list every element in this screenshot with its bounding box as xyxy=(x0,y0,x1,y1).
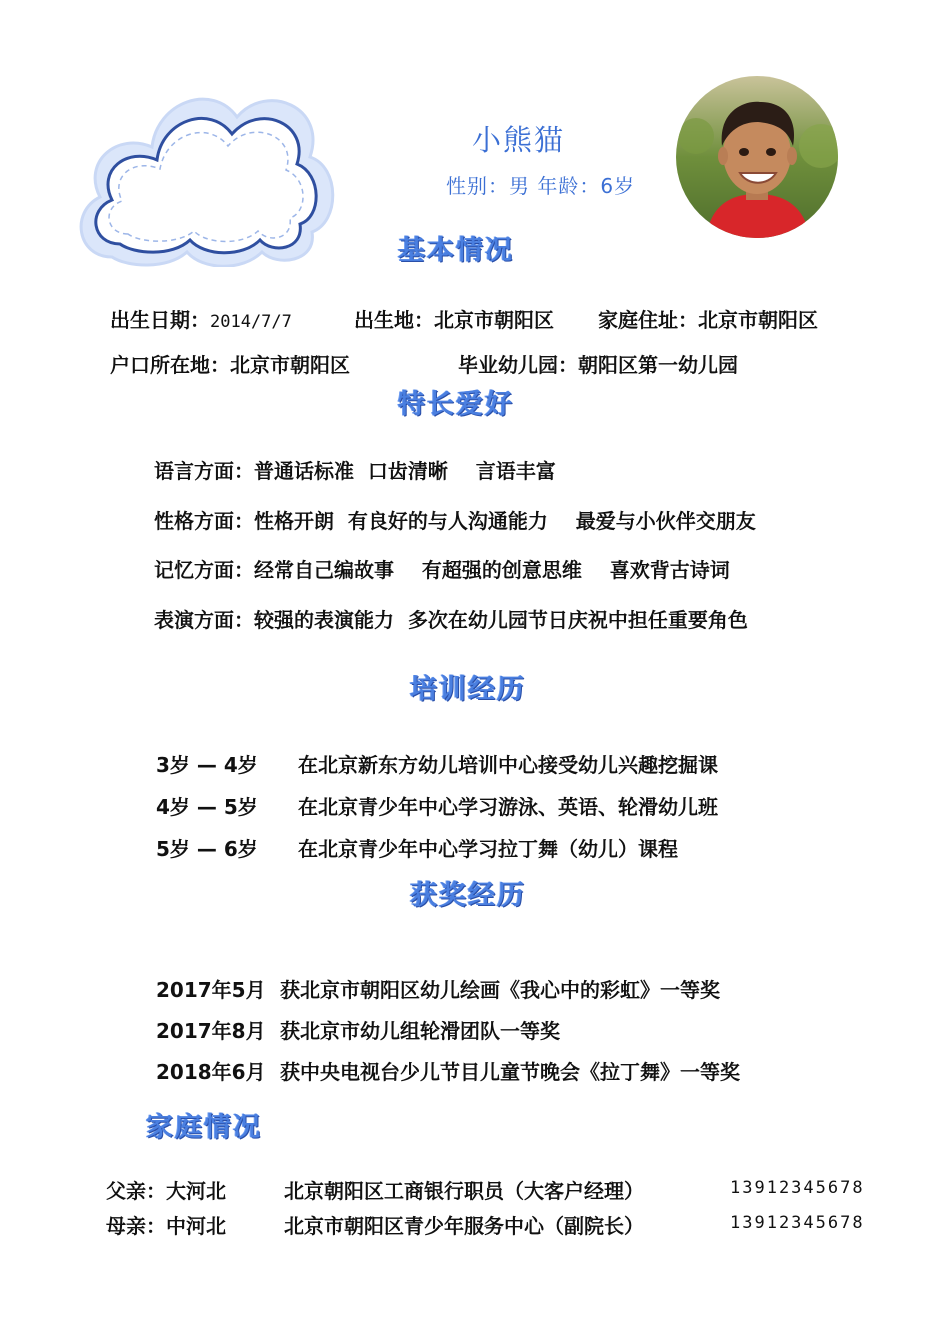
family-member xyxy=(284,1175,644,1204)
hobby-label: 语言方面： xyxy=(154,459,254,483)
basic-row-2b xyxy=(458,349,738,378)
child-name: 小熊猫 xyxy=(472,123,566,157)
child-portrait-icon xyxy=(676,76,838,238)
family-relation: 父亲： xyxy=(106,1179,166,1203)
training-item xyxy=(156,749,258,778)
basic-row-1 xyxy=(110,304,292,333)
family-phone: 13912345678 xyxy=(730,1213,865,1233)
hukou-label: 户口所在地： xyxy=(110,353,230,377)
section-heading-training: 培训经历 xyxy=(410,674,526,705)
award-date: 2017年5月 xyxy=(156,978,266,1002)
hobby-item xyxy=(154,455,556,484)
award-item xyxy=(280,974,720,1003)
age-label: 年龄： xyxy=(537,174,601,198)
hobby-text: 性格开朗 有良好的与人沟通能力 最爱与小伙伴交朋友 xyxy=(254,509,756,533)
basic-row-1c xyxy=(598,304,818,333)
hobby-item xyxy=(154,554,730,583)
hobby-text: 较强的表演能力 多次在幼儿园节日庆祝中担任重要角色 xyxy=(254,608,748,632)
hobby-text: 经常自己编故事 有超强的创意思维 喜欢背古诗词 xyxy=(254,558,730,582)
birthplace-label: 出生地： xyxy=(354,308,434,332)
birth-date-value: 2014/7/7 xyxy=(210,312,292,332)
award-date: 2017年8月 xyxy=(156,1019,266,1043)
section-heading-awards: 获奖经历 xyxy=(410,880,526,911)
section-heading-family: 家庭情况 xyxy=(146,1112,262,1143)
hukou-value: 北京市朝阳区 xyxy=(230,353,350,377)
award-item xyxy=(156,1056,266,1085)
training-item xyxy=(156,791,258,820)
award-text: 获北京市朝阳区幼儿绘画《我心中的彩虹》一等奖 xyxy=(280,978,720,1002)
profile-photo xyxy=(676,76,838,238)
address-label: 家庭住址： xyxy=(598,308,698,332)
family-name: 中河北 xyxy=(166,1214,226,1238)
award-item xyxy=(280,1015,560,1044)
training-item xyxy=(156,833,258,862)
training-period: 4岁 — 5岁 xyxy=(156,795,258,819)
cloud-decoration xyxy=(72,62,342,267)
family-member xyxy=(106,1210,226,1239)
family-relation: 母亲： xyxy=(106,1214,166,1238)
family-phone: 13912345678 xyxy=(730,1178,865,1198)
gender-age-line xyxy=(446,170,635,199)
family-member xyxy=(284,1210,644,1239)
award-text: 获北京市幼儿组轮滑团队一等奖 xyxy=(280,1019,560,1043)
award-date: 2018年6月 xyxy=(156,1060,266,1084)
section-heading-hobbies: 特长爱好 xyxy=(398,389,514,420)
kindergarten-label: 毕业幼儿园： xyxy=(458,353,578,377)
award-item xyxy=(156,974,266,1003)
training-period: 3岁 — 4岁 xyxy=(156,753,258,777)
family-member xyxy=(106,1175,226,1204)
hobby-label: 记忆方面： xyxy=(154,558,254,582)
basic-row-1b xyxy=(354,304,554,333)
training-period: 5岁 — 6岁 xyxy=(156,837,258,861)
award-text: 获中央电视台少儿节目儿童节晚会《拉丁舞》一等奖 xyxy=(280,1060,740,1084)
gender-value: 男 xyxy=(509,174,530,198)
birth-date-label: 出生日期： xyxy=(110,308,210,332)
family-job: 北京朝阳区工商银行职员（大客户经理） xyxy=(284,1179,644,1203)
award-item xyxy=(156,1015,266,1044)
hobby-item xyxy=(154,505,756,534)
address-value: 北京市朝阳区 xyxy=(698,308,818,332)
birthplace-value: 北京市朝阳区 xyxy=(434,308,554,332)
award-item xyxy=(280,1056,740,1085)
hobby-text: 普通话标准 口齿清晰 言语丰富 xyxy=(254,459,556,483)
training-text: 在北京青少年中心学习游泳、英语、轮滑幼儿班 xyxy=(298,795,718,819)
training-item xyxy=(298,749,718,778)
training-text: 在北京青少年中心学习拉丁舞（幼儿）课程 xyxy=(298,837,678,861)
training-item xyxy=(298,833,678,862)
kindergarten-value: 朝阳区第一幼儿园 xyxy=(578,353,738,377)
hobby-item xyxy=(154,604,748,633)
hobby-label: 性格方面： xyxy=(154,509,254,533)
age-value: 6岁 xyxy=(600,174,636,198)
training-item xyxy=(298,791,718,820)
hobby-label: 表演方面： xyxy=(154,608,254,632)
section-heading-basic: 基本情况 xyxy=(398,235,514,266)
basic-row-2 xyxy=(110,349,350,378)
gender-label: 性别： xyxy=(446,174,509,198)
training-text: 在北京新东方幼儿培训中心接受幼儿兴趣挖掘课 xyxy=(298,753,718,777)
family-name: 大河北 xyxy=(166,1179,226,1203)
family-job: 北京市朝阳区青少年服务中心（副院长） xyxy=(284,1214,644,1238)
